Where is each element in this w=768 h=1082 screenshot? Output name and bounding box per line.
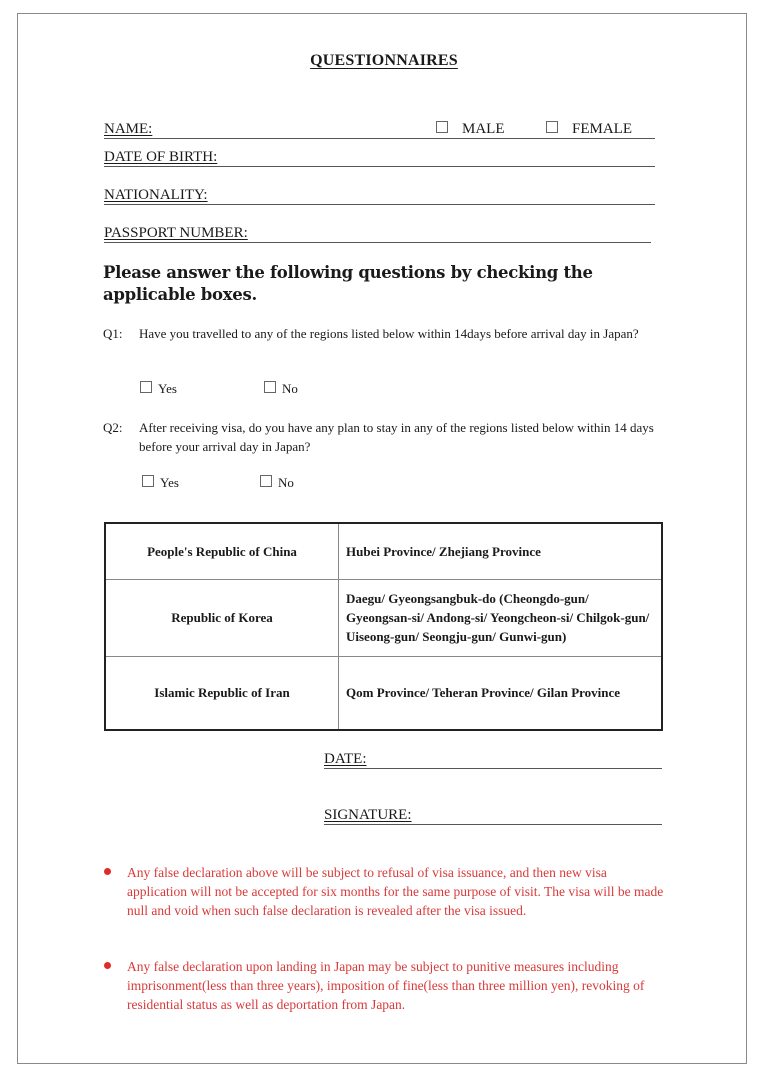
- q2-yes-checkbox[interactable]: [142, 475, 154, 487]
- regions-cell: Daegu/ Gyeongsangbuk-do (Cheongdo-gun/ Gyeongsan-si/ Andong-si/ Yeongcheon-si/ Chilgok-gun/ Uiseong-gun/ Seongju-gun/ Gunwi-gun): [339, 579, 663, 656]
- bullet-icon: [104, 868, 111, 875]
- q1-yes-option[interactable]: [140, 381, 177, 397]
- q1-no-checkbox[interactable]: [264, 381, 276, 393]
- regions-cell: Qom Province/ Teheran Province/ Gilan Province: [339, 656, 663, 730]
- q1-no-label: No: [282, 381, 298, 396]
- q2-yes-label: Yes: [160, 475, 179, 490]
- q1-no-option[interactable]: [264, 381, 298, 397]
- date-label: DATE:: [324, 751, 367, 767]
- warning-note-2: [104, 957, 664, 1014]
- male-option[interactable]: [436, 119, 505, 139]
- regions-table: [104, 522, 663, 731]
- q2-yes-option[interactable]: [142, 475, 179, 491]
- date-of-birth-label: DATE OF BIRTH:: [104, 149, 218, 165]
- q2-no-checkbox[interactable]: [260, 475, 272, 487]
- male-checkbox[interactable]: [436, 121, 448, 133]
- q2-no-label: No: [278, 475, 294, 490]
- question-2-text: After receiving visa, do you have any plan to stay in any of the regions listed below within 14 days before your arrival day in Japan?: [139, 420, 654, 454]
- question-1: [103, 324, 663, 364]
- male-label: MALE: [462, 121, 505, 137]
- name-label: NAME:: [104, 121, 153, 137]
- female-option[interactable]: [546, 119, 632, 139]
- question-2: [103, 418, 663, 458]
- question-2-number: Q2:: [103, 420, 123, 435]
- nationality-label: NATIONALITY:: [104, 187, 208, 203]
- bullet-icon: [104, 962, 111, 969]
- page-title: QUESTIONNAIRES: [310, 52, 458, 69]
- name-field[interactable]: [104, 118, 655, 139]
- table-row: [105, 656, 662, 730]
- question-1-number: Q1:: [103, 326, 123, 341]
- table-row: [105, 579, 662, 656]
- date-field[interactable]: [324, 748, 662, 769]
- country-cell: People's Republic of China: [105, 523, 339, 579]
- signature-label: SIGNATURE:: [324, 807, 412, 823]
- instruction-text: Please answer the following questions by checking the applicable boxes.: [103, 263, 593, 304]
- passport-number-field[interactable]: [104, 222, 651, 243]
- warning-note-2-text: Any false declaration upon landing in Japan may be subject to punitive measures including imprisonment(less than three years), imposition of fine(less than three million yen), revoking of residential status as well as deportation from Japan.: [127, 959, 645, 1012]
- warning-note-1-text: Any false declaration above will be subject to refusal of visa issuance, and then new visa application will not be accepted for six months for the same purpose of visit. The visa will be made null and void when such false declaration is revealed after the visa issued.: [127, 865, 664, 918]
- question-1-text: Have you travelled to any of the regions listed below within 14days before arrival day in Japan?: [139, 326, 639, 341]
- passport-number-label: PASSPORT NUMBER:: [104, 225, 248, 241]
- warning-note-1: [104, 863, 664, 920]
- country-cell: Republic of Korea: [105, 579, 339, 656]
- nationality-field[interactable]: [104, 184, 655, 205]
- q2-no-option[interactable]: [260, 475, 294, 491]
- q1-yes-label: Yes: [158, 381, 177, 396]
- table-row: [105, 523, 662, 579]
- q1-yes-checkbox[interactable]: [140, 381, 152, 393]
- regions-cell: Hubei Province/ Zhejiang Province: [339, 523, 663, 579]
- date-of-birth-field[interactable]: [104, 146, 655, 167]
- female-label: FEMALE: [572, 121, 632, 137]
- country-cell: Islamic Republic of Iran: [105, 656, 339, 730]
- signature-field[interactable]: [324, 804, 662, 825]
- female-checkbox[interactable]: [546, 121, 558, 133]
